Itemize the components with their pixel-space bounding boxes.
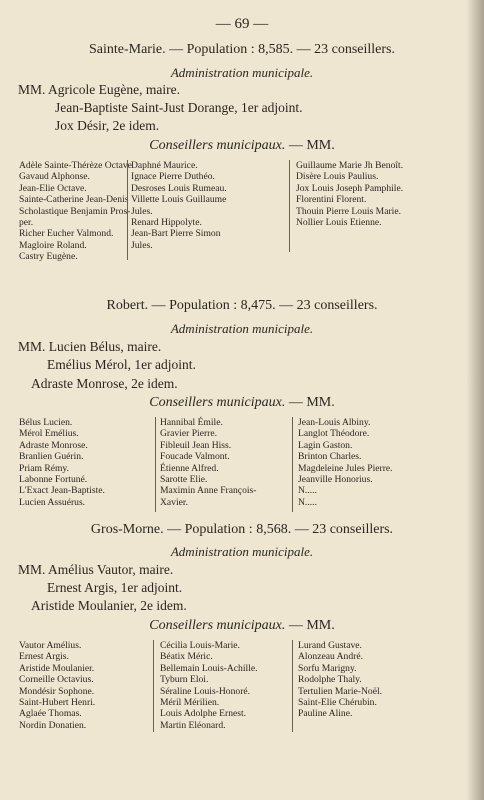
- official-second-deputy: Aristide Moulanier, 2e idem.: [31, 598, 187, 613]
- official-second-deputy: Adraste Monrose, 2e idem.: [31, 376, 178, 391]
- council-column-3: [298, 417, 393, 508]
- council-member: Jean-Bart Pierre Simon: [131, 228, 221, 240]
- council-member: Louis Adolphe Ernest.: [160, 708, 247, 720]
- council-column-2: [160, 640, 258, 731]
- council-member: Tyburn Eloi.: [160, 674, 209, 686]
- column-divider: [292, 417, 293, 512]
- official-first-deputy: Ernest Argis, 1er adjoint.: [47, 580, 183, 595]
- council-member: Béatix Méric.: [160, 651, 213, 663]
- admin-heading: Administration municipale.: [170, 321, 314, 336]
- council-member: Florentini Florent.: [296, 194, 367, 206]
- council-member: Aglaée Thomas.: [19, 708, 82, 720]
- council-member: Gravier Pierre.: [160, 428, 218, 440]
- council-member: Desroses Louis Rumeau.: [131, 182, 227, 194]
- column-divider: [292, 640, 293, 732]
- council-member: Étienne Alfred.: [160, 462, 219, 474]
- council-heading: Conseillers municipaux. — MM.: [149, 618, 335, 633]
- council-member: Jean-Louis Albiny.: [298, 417, 371, 428]
- council-member: Labonne Fortuné.: [19, 474, 88, 486]
- council-member: Bellemain Louis-Achille.: [160, 662, 258, 674]
- council-member: Lagin Gaston.: [298, 439, 353, 451]
- council-heading: Conseillers municipaux. — MM.: [149, 395, 335, 410]
- council-member: Ignace Pierre Duthéo.: [131, 171, 215, 183]
- council-member: Villette Louis Guillaume: [131, 194, 227, 206]
- council-member: Mondésir Sophone.: [19, 685, 95, 697]
- council-member: N.....: [298, 485, 317, 497]
- council-heading: Conseillers municipaux. — MM.: [149, 138, 335, 153]
- official-first-deputy: Jean-Baptiste Saint-Just Dorange, 1er adjoint.: [55, 100, 303, 115]
- council-column-3: [298, 640, 382, 720]
- council-member: Jeanville Honorius.: [298, 474, 373, 486]
- page-number: — 69 —: [215, 16, 269, 32]
- section-title-sainte-marie: Sainte-Marie. — Population : 8,585. — 23 conseillers.: [88, 42, 395, 57]
- council-member: Daphné Maurice.: [131, 160, 198, 171]
- section-title-robert: Robert. — Population : 8,475. — 23 conseillers.: [106, 298, 378, 313]
- council-column-3: [296, 160, 403, 228]
- official-mayor: MM. Agricole Eugène, maire.: [18, 82, 180, 97]
- council-member: Castry Eugène.: [19, 251, 78, 263]
- official-second-deputy: Jox Désir, 2e idem.: [55, 118, 160, 133]
- council-member: Alonzeau André.: [298, 651, 364, 663]
- council-member: Corneille Octavius.: [19, 674, 94, 686]
- council-member: Hannibal Émile.: [160, 417, 223, 428]
- council-member: Disère Louis Paulius.: [296, 171, 379, 183]
- council-member: Ernest Argis.: [19, 651, 69, 663]
- page-edge-shadow: [466, 0, 484, 800]
- admin-heading: Administration municipale.: [170, 65, 314, 80]
- council-member: Nordin Donatien.: [19, 719, 87, 731]
- council-member: Aristide Moulanier.: [19, 662, 95, 674]
- council-member: Brinton Charles.: [298, 451, 362, 463]
- council-member: Cécilia Louis-Marie.: [160, 640, 240, 651]
- council-member: Martin Eléonard.: [160, 719, 226, 731]
- council-member: Magdeleine Jules Pierre.: [298, 462, 393, 474]
- council-member: N.....: [298, 496, 317, 508]
- council-member: Richer Eucher Valmond.: [19, 228, 114, 240]
- council-member: L'Exact Jean-Baptiste.: [19, 485, 105, 497]
- council-member: Saint-Hubert Henri.: [19, 697, 96, 709]
- council-member: Rodolphe Thaly.: [298, 674, 362, 686]
- council-member: Fibleuil Jean Hiss.: [160, 439, 232, 451]
- council-member: Foucade Valmont.: [160, 451, 230, 463]
- council-member: Tertulien Marie-Noël.: [298, 685, 383, 697]
- council-member: Jules.: [131, 239, 153, 251]
- council-member: Thouin Pierre Louis Marie.: [296, 205, 401, 217]
- council-member: Branlien Guérin.: [19, 451, 84, 463]
- official-mayor: MM. Amélius Vautor, maire.: [18, 562, 174, 577]
- council-member: Nollier Louis Etienne.: [296, 217, 382, 229]
- column-divider: [289, 160, 290, 252]
- council-member: Jules.: [131, 205, 153, 217]
- official-mayor: MM. Lucien Bélus, maire.: [18, 339, 162, 354]
- council-member: Sarotte Elie.: [160, 474, 208, 486]
- council-member: Mérol Emélius.: [19, 428, 79, 440]
- council-member: Jox Louis Joseph Pamphile.: [296, 182, 404, 194]
- council-member: Adraste Monrose.: [19, 439, 88, 451]
- column-divider: [153, 640, 154, 732]
- council-member: Guillaume Marie Jh Benoît.: [296, 160, 404, 171]
- council-member: Priam Rémy.: [19, 462, 70, 474]
- council-column-2: [131, 160, 227, 251]
- council-member: Gavaud Alphonse.: [19, 171, 90, 183]
- council-member: Sorfu Marigny.: [298, 662, 357, 674]
- council-member: per.: [19, 217, 34, 229]
- column-divider: [127, 160, 128, 260]
- council-column-1: [19, 640, 95, 731]
- council-member: Lurand Gustave.: [298, 640, 362, 651]
- council-member: Séraline Louis-Honoré.: [160, 685, 251, 697]
- section-title-gros-morne: Gros-Morne. — Population : 8,568. — 23 conseillers.: [90, 522, 394, 537]
- council-column-2: [160, 417, 256, 508]
- admin-heading: Administration municipale.: [170, 544, 314, 559]
- council-member: Xavier.: [160, 496, 188, 508]
- council-member: Scholastique Benjamin Pros-: [19, 205, 131, 217]
- council-member: Sainte-Catherine Jean-Denis: [19, 194, 129, 206]
- council-member: Jean-Elie Octave.: [19, 182, 87, 194]
- council-member: Lucien Assuérus.: [19, 496, 86, 508]
- council-member: Bélus Lucien.: [19, 417, 73, 428]
- council-column-1: [19, 417, 105, 508]
- council-member: Maximin Anne François-: [160, 485, 257, 497]
- council-member: Méril Mérilien.: [160, 697, 220, 709]
- council-member: Vautor Amélius.: [19, 640, 82, 651]
- council-member: Saint-Elie Chérubin.: [298, 697, 377, 709]
- column-divider: [155, 417, 156, 512]
- council-member: Adèle Sainte-Thérèze Octave: [19, 160, 132, 171]
- official-first-deputy: Emélius Mérol, 1er adjoint.: [47, 357, 196, 372]
- council-column-1: [19, 160, 132, 263]
- council-member: Magloire Roland.: [19, 239, 87, 251]
- council-member: Renard Hippolyte.: [131, 217, 202, 229]
- council-member: Langlot Théodore.: [298, 428, 370, 440]
- council-member: Pauline Aline.: [298, 708, 353, 720]
